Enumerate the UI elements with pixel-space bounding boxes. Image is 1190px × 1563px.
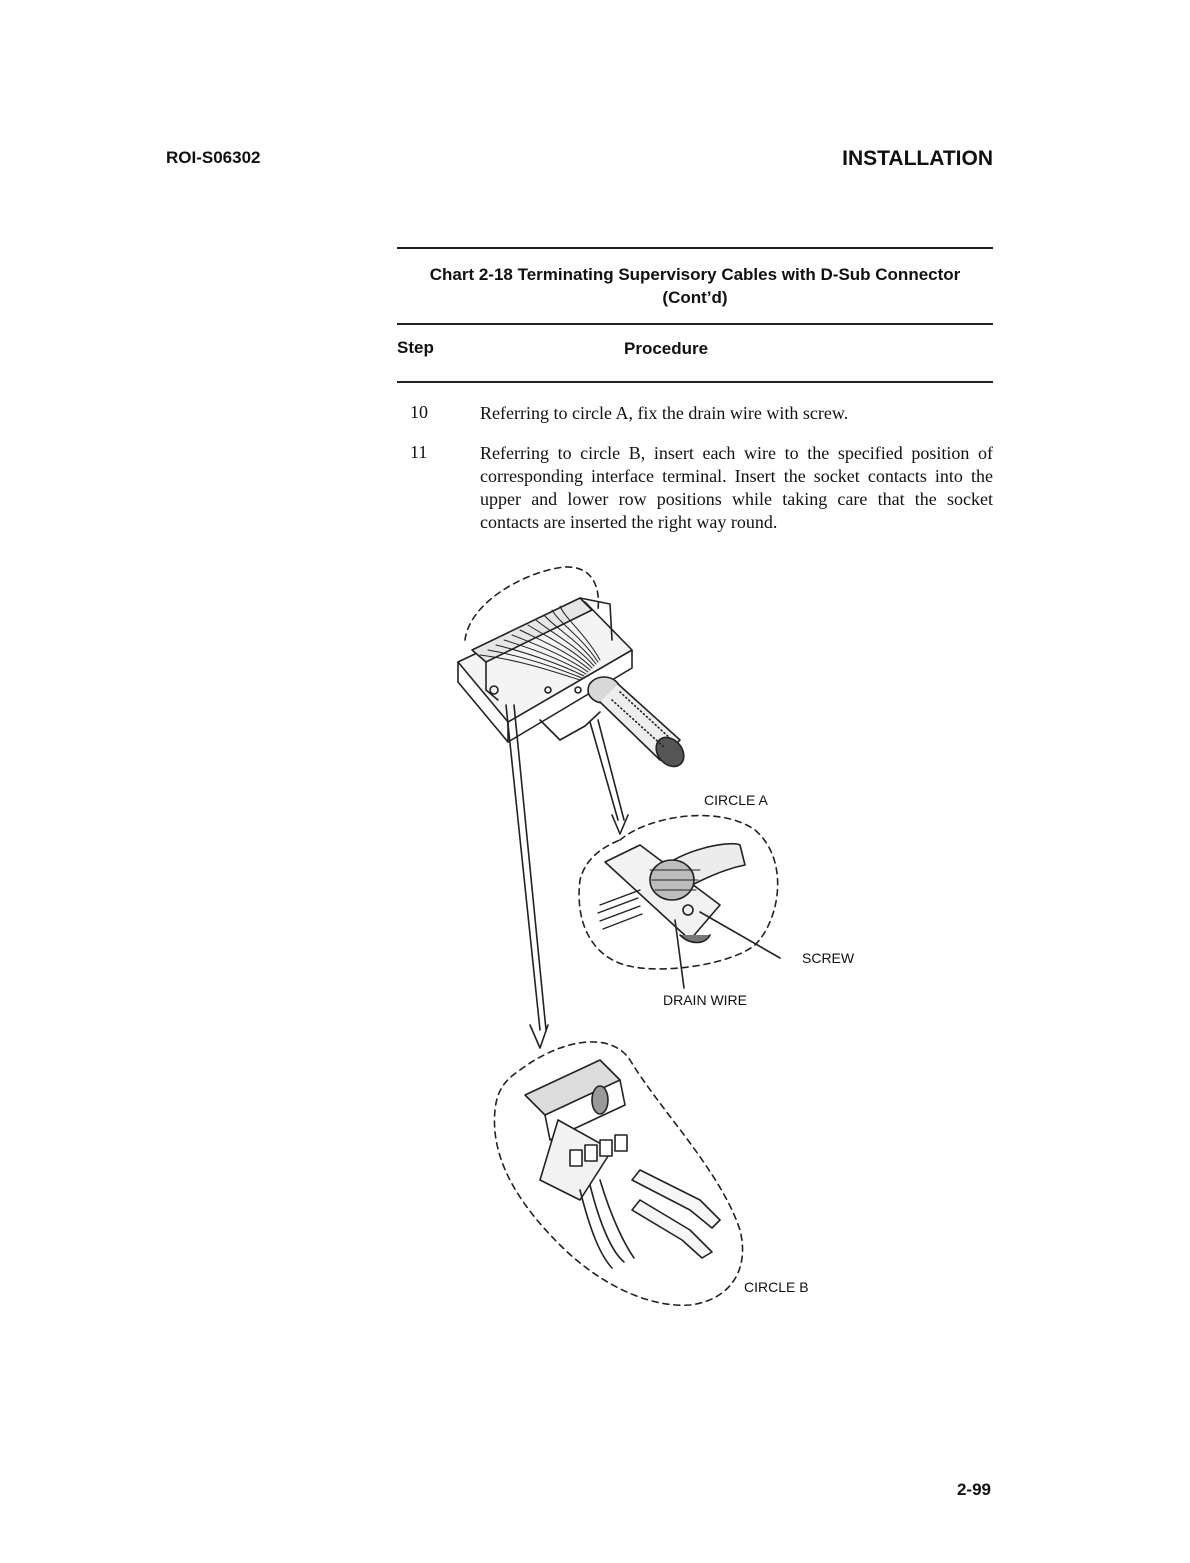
screw-leader-line xyxy=(700,912,780,958)
step-text: Referring to circle B, insert each wire to the specified position of corresponding interface terminal. Insert the socket contacts into the upper and lower row positions while taking care that the socket contacts are inserted the right way round. xyxy=(480,443,993,532)
label-circle-a: CIRCLE A xyxy=(704,792,768,808)
leader-line-to-circle-b xyxy=(506,705,546,1030)
page-number: 2-99 xyxy=(956,1480,991,1499)
label-screw: SCREW xyxy=(802,950,855,966)
column-header-procedure: Procedure xyxy=(624,339,709,358)
chart-title-line-1: Chart 2-18 Terminating Supervisory Cables with D-Sub Connector xyxy=(429,265,961,284)
cable-assembly xyxy=(588,677,689,772)
circle-b-detail xyxy=(525,1060,720,1268)
column-header-step: Step xyxy=(397,338,434,357)
step-number: 11 xyxy=(410,442,428,462)
d-sub-connector-housing xyxy=(458,598,632,742)
chart-title-line-2: (Cont’d) xyxy=(662,288,728,307)
document-id: ROI-S06302 xyxy=(166,148,261,167)
leader-line-to-circle-a xyxy=(590,720,624,820)
circle-a-detail xyxy=(598,844,745,943)
section-title: INSTALLATION xyxy=(842,147,993,170)
step-text: Referring to circle A, fix the drain wire with screw. xyxy=(480,403,849,423)
label-drain-wire: DRAIN WIRE xyxy=(663,992,747,1008)
arrow-head-to-circle-a xyxy=(612,815,628,834)
step-number: 10 xyxy=(410,402,428,422)
label-circle-b: CIRCLE B xyxy=(744,1279,809,1295)
